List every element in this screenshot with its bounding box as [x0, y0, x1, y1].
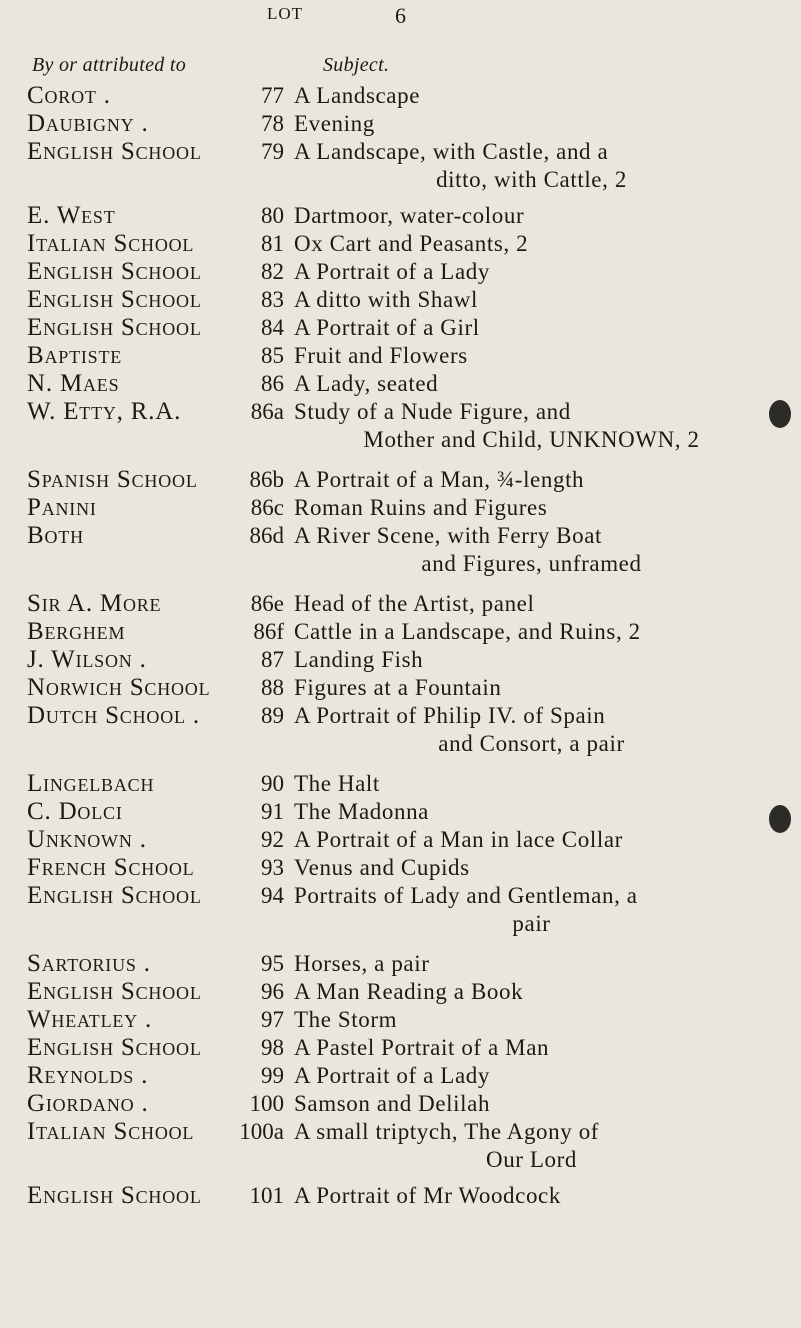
lot-number: 92: [261, 827, 284, 852]
subject-continuation: Mother and Child, UNKNOWN, 2: [363, 427, 700, 452]
artist-name: Sir A. More: [27, 590, 162, 617]
lot-number: 86: [261, 371, 284, 396]
subject-text: [294, 702, 769, 758]
subject-text: [294, 590, 769, 618]
subject-line: A Portrait of a Man, ¾-length: [294, 467, 585, 492]
header-lot: LOT: [266, 4, 303, 23]
subject-line: Cattle in a Landscape, and Ruins, 2: [294, 619, 641, 644]
subject-continuation: ditto, with Cattle, 2: [436, 167, 627, 192]
subject-text: [294, 314, 769, 342]
lot-number: 80: [261, 203, 284, 228]
lot-number: 83: [261, 287, 284, 312]
lot-number: 96: [261, 979, 284, 1004]
subject-text: [294, 82, 769, 110]
lot-number: 89: [261, 703, 284, 728]
subject-continuation: and Figures, unframed: [421, 551, 642, 576]
lot-number: 88: [261, 675, 284, 700]
subject-text: [294, 138, 769, 194]
subject-line: Ox Cart and Peasants, 2: [294, 231, 529, 256]
subject-text: [294, 1006, 769, 1034]
artist-name: J. Wilson .: [27, 646, 147, 673]
artist-name: Italian School: [27, 1118, 195, 1145]
subject-line: A Portrait of a Man in lace Collar: [294, 827, 623, 852]
subject-text: [294, 342, 769, 370]
lot-number: 99: [261, 1063, 284, 1088]
subject-line: A Man Reading a Book: [294, 979, 524, 1004]
subject-line: The Madonna: [294, 799, 429, 824]
subject-text: [294, 370, 769, 398]
artist-name: Giordano .: [27, 1090, 149, 1117]
artist-name: N. Maes: [27, 370, 120, 397]
subject-text: [294, 110, 769, 138]
subject-text: [294, 1118, 769, 1174]
artist-name: Berghem: [27, 618, 126, 645]
subject-text: [294, 882, 769, 938]
lot-number: 86c: [250, 495, 284, 520]
subject-text: [294, 646, 769, 674]
subject-text: [294, 466, 769, 494]
artist-name: English School: [27, 138, 202, 165]
artist-name: English School: [27, 1034, 202, 1061]
artist-name: English School: [27, 1182, 202, 1209]
header-subject: Subject.: [323, 54, 390, 76]
lot-number: 86a: [250, 399, 284, 424]
subject-line: Dartmoor, water-colour: [294, 203, 525, 228]
subject-text: [294, 798, 769, 826]
subject-line: Figures at a Fountain: [294, 675, 502, 700]
subject-text: [294, 494, 769, 522]
subject-line: A Pastel Portrait of a Man: [294, 1035, 550, 1060]
artist-name: C. Dolci: [27, 798, 123, 825]
artist-name: Wheatley .: [27, 1006, 153, 1033]
lot-number: 82: [261, 259, 284, 284]
subject-line: Fruit and Flowers: [294, 343, 468, 368]
lot-number: 86e: [250, 591, 284, 616]
subject-line: Portraits of Lady and Gentleman, a: [294, 883, 638, 908]
artist-name: Both: [27, 522, 84, 549]
subject-line: The Halt: [294, 771, 380, 796]
subject-continuation: and Consort, a pair: [438, 731, 625, 756]
subject-text: [294, 950, 769, 978]
artist-name: Unknown .: [27, 826, 147, 853]
artist-name: Sartorius .: [27, 950, 151, 977]
lot-number: 86b: [249, 467, 284, 492]
lot-number: 85: [261, 343, 284, 368]
artist-name: Reynolds .: [27, 1062, 149, 1089]
subject-line: A Portrait of a Girl: [294, 315, 480, 340]
page-number: 6: [395, 3, 406, 28]
artist-name: Norwich School: [27, 674, 211, 701]
subject-line: Landing Fish: [294, 647, 424, 672]
header-attributed: By or attributed to: [32, 54, 187, 76]
lot-number: 86f: [253, 619, 284, 644]
subject-text: [294, 522, 769, 578]
subject-line: Evening: [294, 111, 375, 136]
subject-text: [294, 1034, 769, 1062]
subject-line: Venus and Cupids: [294, 855, 470, 880]
subject-line: A Lady, seated: [294, 371, 439, 396]
artist-name: Panini: [27, 494, 97, 521]
subject-line: Study of a Nude Figure, and: [294, 399, 571, 424]
subject-text: [294, 826, 769, 854]
lot-number: 81: [261, 231, 284, 256]
subject-line: A ditto with Shawl: [294, 287, 478, 312]
artist-name: Daubigny .: [27, 110, 149, 137]
lot-number: 97: [261, 1007, 284, 1032]
subject-line: Horses, a pair: [294, 951, 430, 976]
subject-text: [294, 978, 769, 1006]
lot-number: 84: [261, 315, 284, 340]
subject-line: A Landscape, with Castle, and a: [294, 139, 609, 164]
artist-name: W. Etty, R.A.: [27, 398, 182, 425]
lot-number: 100: [249, 1091, 284, 1116]
lot-number: 91: [261, 799, 284, 824]
subject-line: A Portrait of Philip IV. of Spain: [294, 703, 606, 728]
artist-name: English School: [27, 286, 202, 313]
subject-line: A River Scene, with Ferry Boat: [294, 523, 603, 548]
binding-hole-top: [769, 400, 791, 428]
artist-name: Baptiste: [27, 342, 123, 369]
artist-name: Lingelbach: [27, 770, 155, 797]
lot-number: 77: [261, 83, 284, 108]
subject-text: [294, 230, 769, 258]
subject-line: A Landscape: [294, 83, 421, 108]
subject-text: [294, 202, 769, 230]
lot-number: 101: [249, 1183, 284, 1208]
subject-line: A Portrait of a Lady: [294, 1063, 490, 1088]
artist-name: English School: [27, 258, 202, 285]
lot-number: 95: [261, 951, 284, 976]
subject-line: Roman Ruins and Figures: [294, 495, 548, 520]
artist-name: English School: [27, 882, 202, 909]
artist-name: English School: [27, 978, 202, 1005]
subject-line: A Portrait of a Lady: [294, 259, 490, 284]
subject-text: [294, 286, 769, 314]
subject-line: Samson and Delilah: [294, 1091, 491, 1116]
subject-text: [294, 398, 769, 454]
lot-number: 90: [261, 771, 284, 796]
lot-number: 87: [261, 647, 284, 672]
lot-number: 93: [261, 855, 284, 880]
subject-text: [294, 618, 769, 646]
subject-text: [294, 854, 769, 882]
subject-continuation: Our Lord: [485, 1147, 578, 1172]
binding-hole-bottom: [769, 805, 791, 833]
subject-text: [294, 1090, 769, 1118]
lot-number: 78: [261, 111, 284, 136]
subject-line: A Portrait of Mr Woodcock: [294, 1183, 561, 1208]
lot-number: 98: [261, 1035, 284, 1060]
subject-text: [294, 770, 769, 798]
lot-number: 86d: [249, 523, 284, 548]
artist-name: E. West: [27, 202, 116, 229]
subject-text: [294, 1062, 769, 1090]
artist-name: Corot .: [27, 82, 111, 109]
subject-line: The Storm: [294, 1007, 398, 1032]
lot-number: 100a: [239, 1119, 284, 1144]
subject-line: A small triptych, The Agony of: [294, 1119, 600, 1144]
artist-name: Italian School: [27, 230, 195, 257]
subject-line: Head of the Artist, panel: [294, 591, 535, 616]
subject-text: [294, 674, 769, 702]
artist-name: French School: [27, 854, 195, 881]
artist-name: English School: [27, 314, 202, 341]
subject-continuation: pair: [512, 911, 551, 936]
lot-number: 79: [261, 139, 284, 164]
artist-name: Spanish School: [27, 466, 198, 493]
artist-name: Dutch School .: [27, 702, 200, 729]
subject-text: [294, 1182, 769, 1210]
subject-text: [294, 258, 769, 286]
lot-number: 94: [261, 883, 284, 908]
